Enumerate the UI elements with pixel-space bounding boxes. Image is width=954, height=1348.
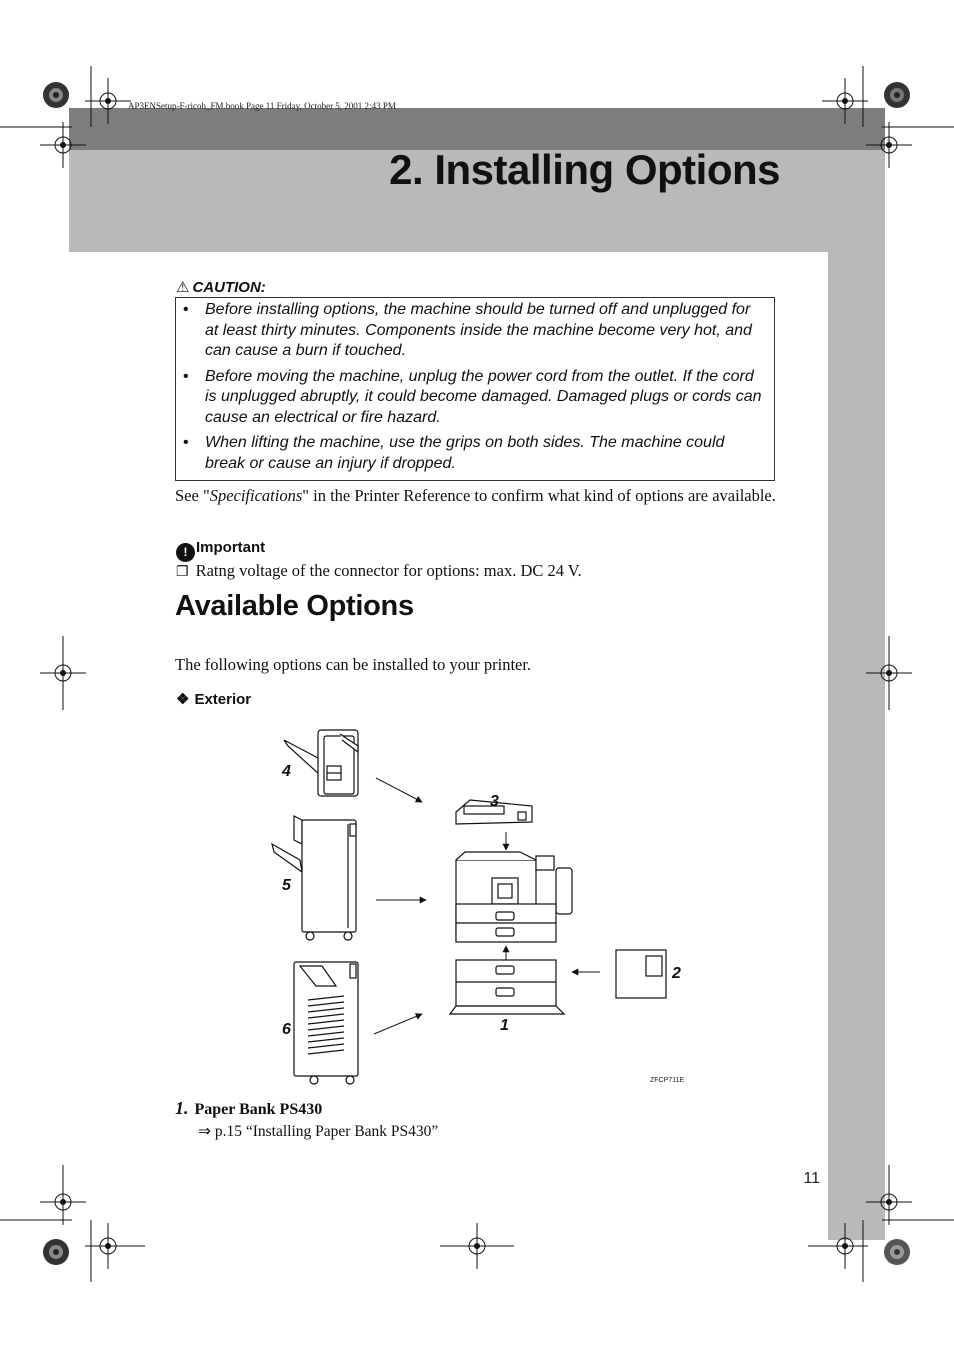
margin-thumb-bar — [828, 252, 885, 1240]
caution-item-text: Before installing options, the machine should be turned off and unplugged for at least thirty minutes. Components inside the machine become very hot, and can cause a burn if touched. — [205, 301, 752, 359]
callout-6: 6 — [282, 1021, 291, 1038]
important-heading — [176, 539, 265, 562]
callout-4: 4 — [282, 763, 291, 780]
diamond-bullet-icon: ❖ — [176, 691, 190, 708]
printer-illustration — [456, 852, 572, 942]
arrow-4 — [376, 778, 422, 802]
caution-item-text: When lifting the machine, use the grips on both sides. The machine could break or cause an injury if dropped. — [205, 434, 725, 472]
page-number: 11 — [803, 1170, 820, 1187]
caution-heading — [176, 278, 266, 296]
warning-triangle-icon: ⚠ — [176, 279, 190, 296]
caution-box — [175, 297, 775, 481]
option-1-paper-bank-illustration — [450, 960, 564, 1014]
para-text-start: See " — [175, 486, 210, 505]
exterior-heading — [176, 690, 251, 708]
important-item-text: Ratng voltage of the connector for options: max. DC 24 V. — [195, 561, 582, 580]
option-2-side-unit-illustration — [616, 950, 666, 998]
intro-text: The following options can be installed to your printer. — [175, 655, 532, 674]
bullet-icon: • — [183, 367, 189, 385]
important-item — [176, 561, 582, 581]
option-6-tray-unit-illustration — [294, 962, 358, 1084]
important-icon: ! — [176, 543, 195, 562]
caution-list — [176, 300, 774, 474]
bullet-icon: • — [183, 434, 189, 451]
caution-label: CAUTION: — [192, 279, 266, 296]
callout-5: 5 — [282, 877, 291, 894]
para-text-end: " in the Printer Reference to confirm what kind of options are available. — [302, 486, 776, 505]
specifications-title: Specifications — [209, 486, 303, 505]
chapter-band-top — [69, 108, 885, 150]
print-header: AP3ENSetup-F-ricoh_FM.book Page 11 Friday, October 5, 2001 2:43 PM — [128, 101, 396, 111]
checkbox-icon: ❐ — [176, 565, 189, 580]
specifications-reference — [175, 486, 787, 506]
callout-3: 3 — [490, 793, 499, 810]
callout-1: 1 — [500, 1017, 509, 1034]
caution-item — [176, 433, 774, 474]
figure-code: ZFCP711E — [650, 1077, 685, 1084]
item-number: 1. — [175, 1098, 189, 1118]
section-title: Available Options — [175, 590, 414, 622]
chapter-title: 2. Installing Options — [389, 146, 780, 193]
options-diagram — [260, 720, 700, 1090]
callout-2: 2 — [672, 965, 681, 982]
exterior-label: Exterior — [194, 691, 252, 708]
option-4-finisher-illustration — [284, 730, 358, 796]
arrow-6 — [374, 1014, 422, 1034]
important-label: Important — [196, 539, 266, 556]
bullet-icon: • — [183, 301, 189, 318]
option-list-item — [175, 1098, 322, 1119]
item-title: Paper Bank PS430 — [194, 1101, 323, 1118]
item-reference-link[interactable]: ⇒ p.15 “Installing Paper Bank PS430” — [198, 1123, 439, 1140]
caution-item-text: Before moving the machine, unplug the power cord from the outlet. If the cord is unplugged abruptly, it could become damaged. Damaged plugs or cords can cause an electrical or fire hazard. — [205, 367, 762, 426]
caution-item — [176, 300, 774, 362]
caution-item — [176, 367, 774, 429]
